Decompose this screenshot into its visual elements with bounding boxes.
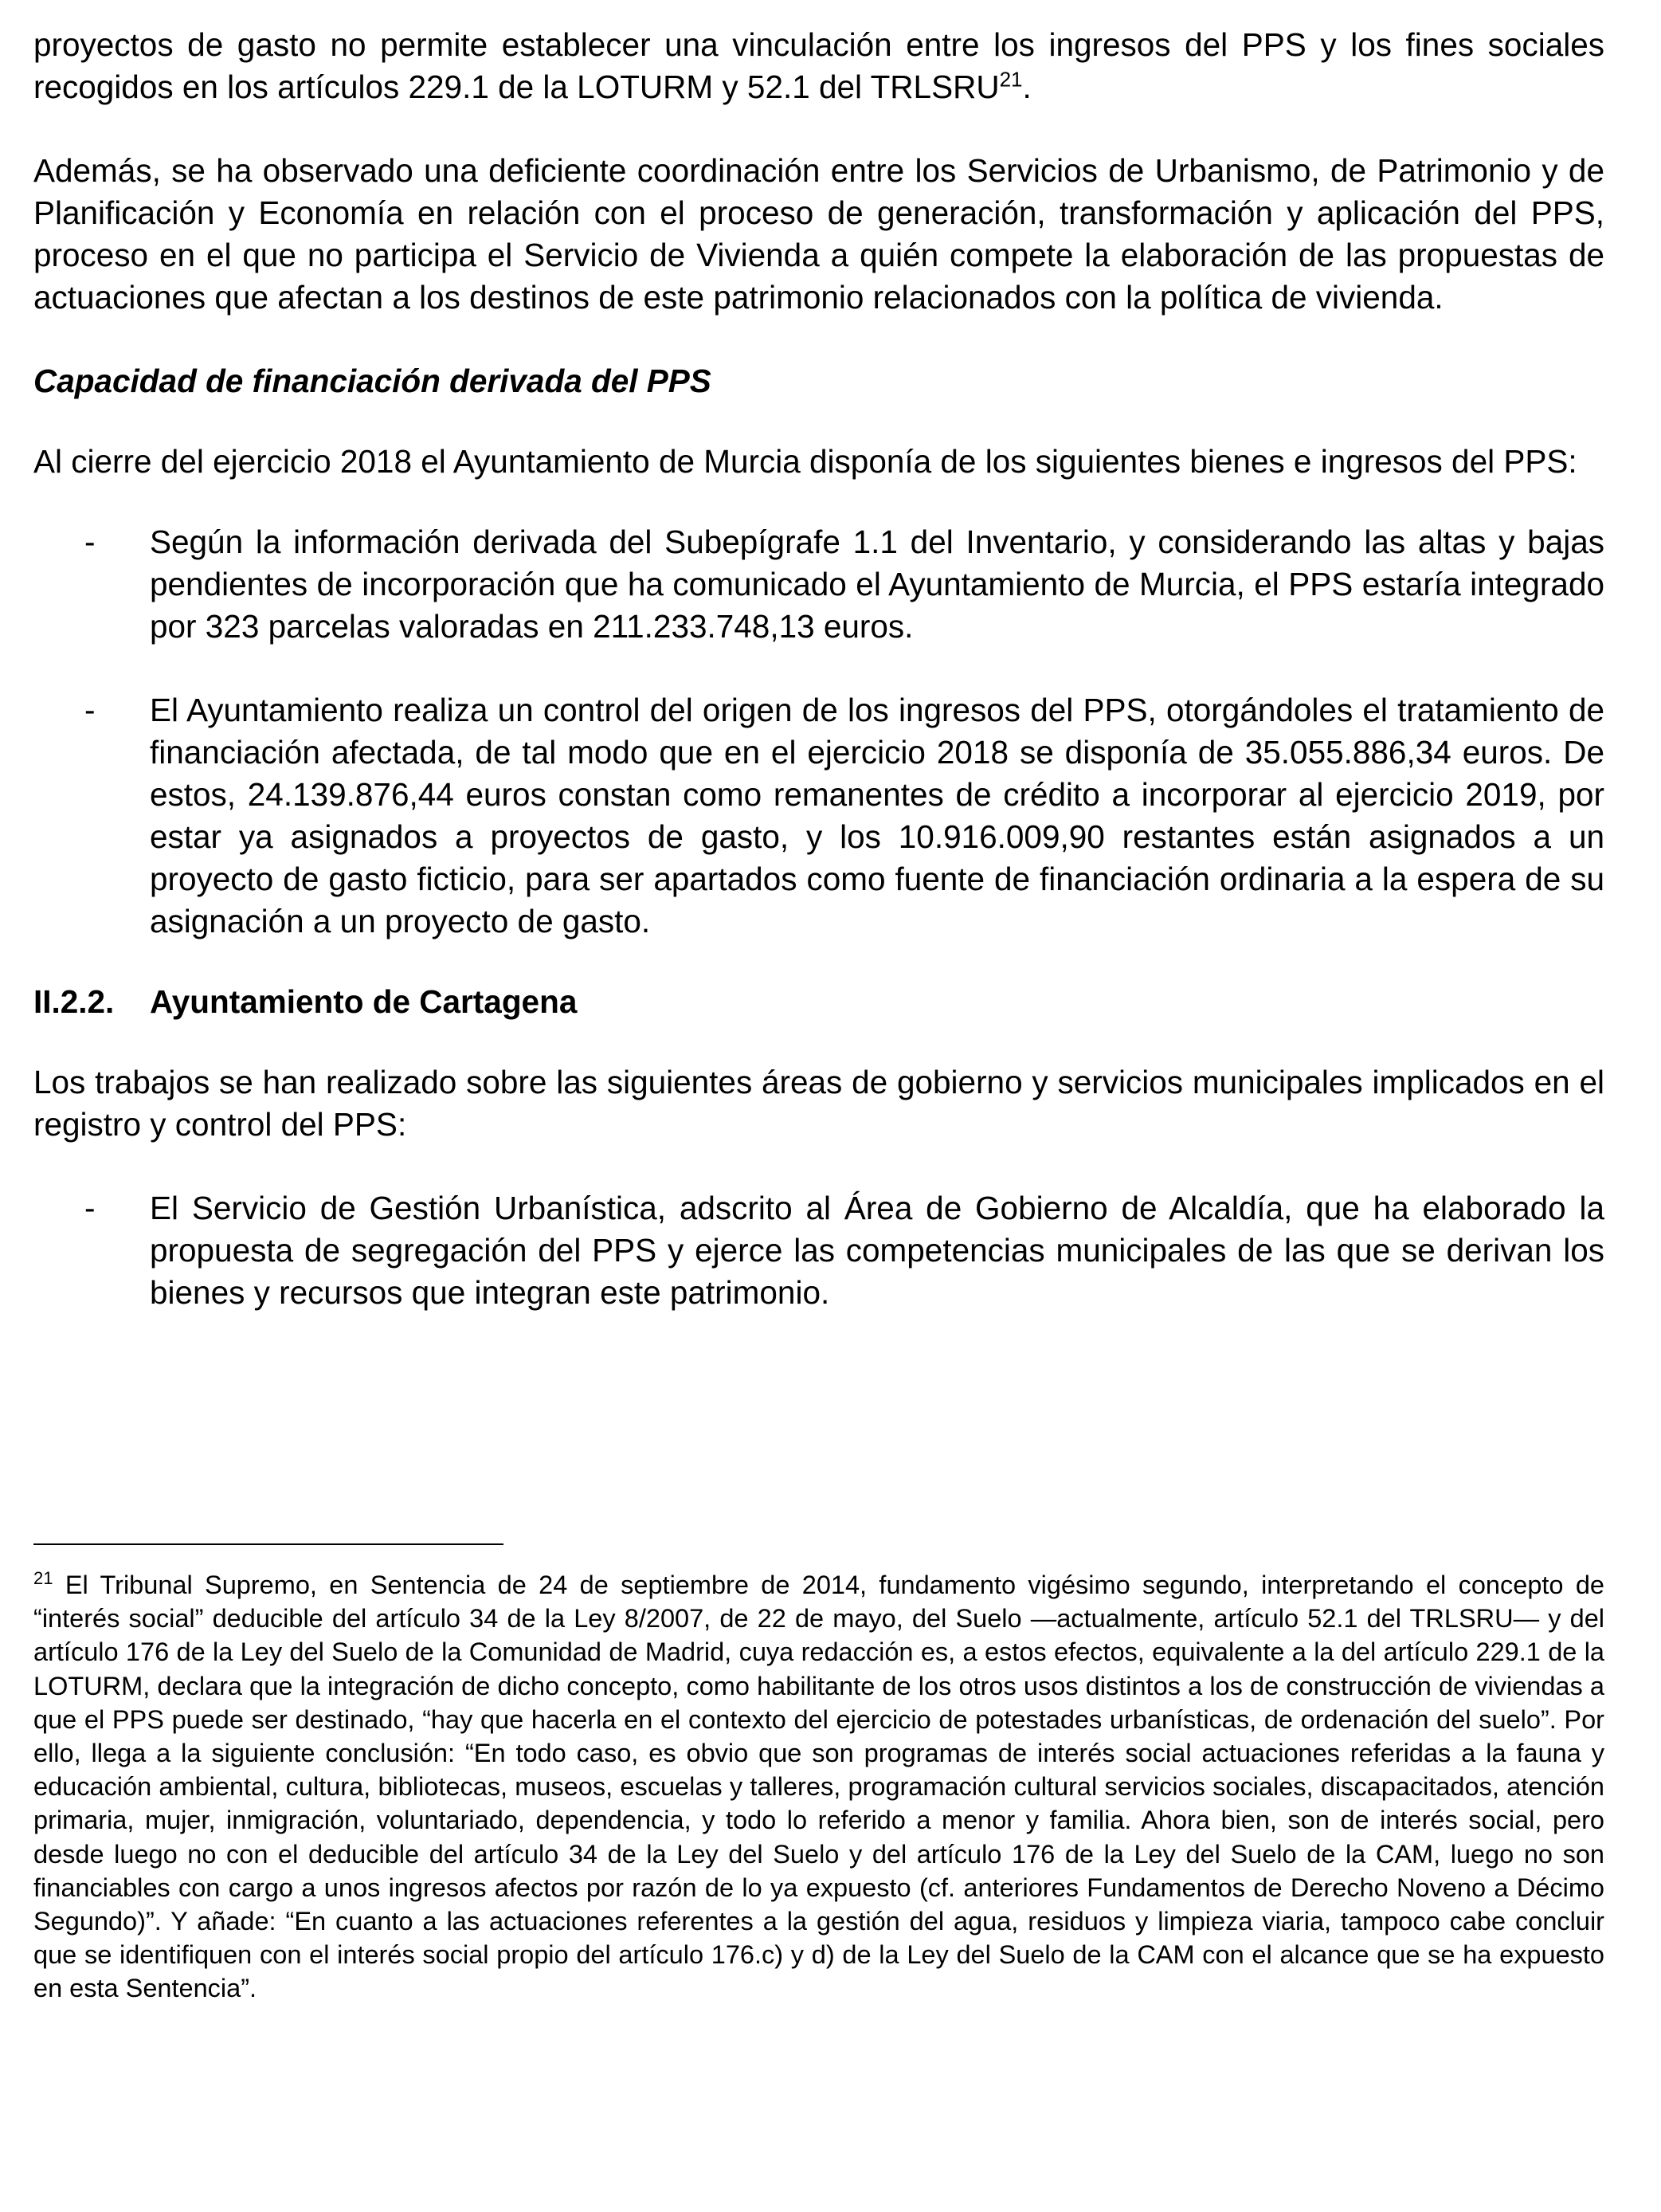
footnote-marker: 21: [33, 1568, 53, 1589]
footnote-reference-21[interactable]: 21: [999, 67, 1023, 92]
paragraph-trabajos: Los trabajos se han realizado sobre las siguientes áreas de gobierno y servicios municipales implicados en el registro y control del PPS:: [33, 1064, 1604, 1143]
paragraph-coordinacion: Además, se ha observado una deficiente coordinación entre los Servicios de Urbanismo, de Patrimonio y de Planificación y Economía en relación con el proceso de generación, transformación y aplicación del PPS, proceso en el que no participa el Servicio de Vivienda a quién compete la elaboración de las propuestas de actuaciones que afectan a los destinos de este patrimonio relacionados con la política de vivienda.: [33, 152, 1604, 316]
section-heading-cartagena: [33, 981, 1604, 1023]
footnote-text: $^{21}$ El Tribunal Supremo, en Sentencia de 24 de septiembre de 2014, fundamento vigésimo segundo, interpretando el concepto de “interés social” deducible del artículo 34 de la Ley 8/2007, de 22 de mayo, del Suelo —actualmente, artículo 52.1 del TRLSRU— y del artículo 176 de la Ley del Suelo de la Comunidad de Madrid, cuya redacción es, a estos efectos, equivalente a la del artículo 229.1 de la LOTURM, declara que la integración de dicho concepto, como habilitante de los otros usos distintos a los de construcción de viviendas a que el PPS puede ser destinado, “hay que hacerla en el contexto del ejercicio de potestades urbanísticas, de ordenación del suelo”. Por ello, llega a la siguiente conclusión: “En todo caso, es obvio que son programas de interés social actuaciones referidas a la fauna y educación ambiental, cultura, bibliotecas, museos, escuelas y talleres, programación cultural servicios sociales, discapacitados, atención primaria, mujer, inmigración, voluntariado, dependencia, y todo lo referido a menor y familia. Ahora bien, son de interés social, pero desde luego no con el deducible del artículo 34 de la Ley del Suelo y del artículo 176 de la Ley del Suelo de la CAM, luego no son financiables con cargo a unos ingresos afectos por razón de lo ya expuesto (cf. anteriores Fundamentos de Derecho Noveno a Décimo Segundo)”. Y añade: “En cuanto a las actuaciones referentes a la gestión del agua, residuos y limpieza viaria, tampoco cabe concluir que se identifiquen con el interés social propio del artículo 176.c) y d) de la Ley del Suelo de la CAM con el alcance que se ha expuesto en esta Sentencia”.: [33, 1568, 1604, 2003]
list-bullet: -: [84, 692, 96, 728]
list-item-text: El Ayuntamiento realiza un control del origen de los ingresos del PPS, otorgándoles el tratamiento de financiación afectada, de tal modo que en el ejercicio 2018 se disponía de 35.055.886,34 euros. De estos, 24.139.876,44 euros constan como remanentes de crédito a incorporar al ejercicio 2019, por estar ya asignados a proyectos de gasto, y los 10.916.009,90 restantes están asignados a un proyecto de gasto ficticio, para ser apartados como fuente de financiación ordinaria a la espera de su asignación a un proyecto de gasto.: [150, 692, 1604, 939]
footnote-21: [33, 1568, 1604, 2006]
list-item-text: El Servicio de Gestión Urbanística, adscrito al Área de Gobierno de Alcaldía, que ha elaborado la propuesta de segregación del PPS y ejerce las competencias municipales de las que se derivan los bienes y recursos que integran este patrimonio.: [150, 1190, 1604, 1311]
subheading-capacidad-financiacion: Capacidad de financiación derivada del PPS: [33, 363, 711, 399]
list-bullet: -: [84, 1190, 96, 1226]
list-item: [33, 689, 1604, 943]
list-item-text: Según la información derivada del Subepígrafe 1.1 del Inventario, y considerando las altas y bajas pendientes de incorporación que ha comunicado el Ayuntamiento de Murcia, el PPS estaría integrado por 323 parcelas valoradas en 211.233.748,13 euros.: [150, 524, 1604, 645]
list-item: [33, 1187, 1604, 1314]
list-bullet: -: [84, 524, 96, 560]
section-title: Ayuntamiento de Cartagena: [150, 983, 578, 1020]
list-item: [33, 521, 1604, 648]
document-body: [33, 24, 1604, 1314]
footnote-separator: [33, 1543, 503, 1545]
section-number: II.2.2.: [33, 983, 115, 1020]
paragraph-cierre-ejercicio: Al cierre del ejercicio 2018 el Ayuntamiento de Murcia disponía de los siguientes bienes e ingresos del PPS:: [33, 443, 1577, 480]
paragraph-vinculacion: proyectos de gasto no permite establecer una vinculación entre los ingresos del PPS y los fines sociales recogidos en los artículos 229.1 de la LOTURM y 52.1 del TRLSRU$^{21}$.: [33, 26, 1604, 105]
